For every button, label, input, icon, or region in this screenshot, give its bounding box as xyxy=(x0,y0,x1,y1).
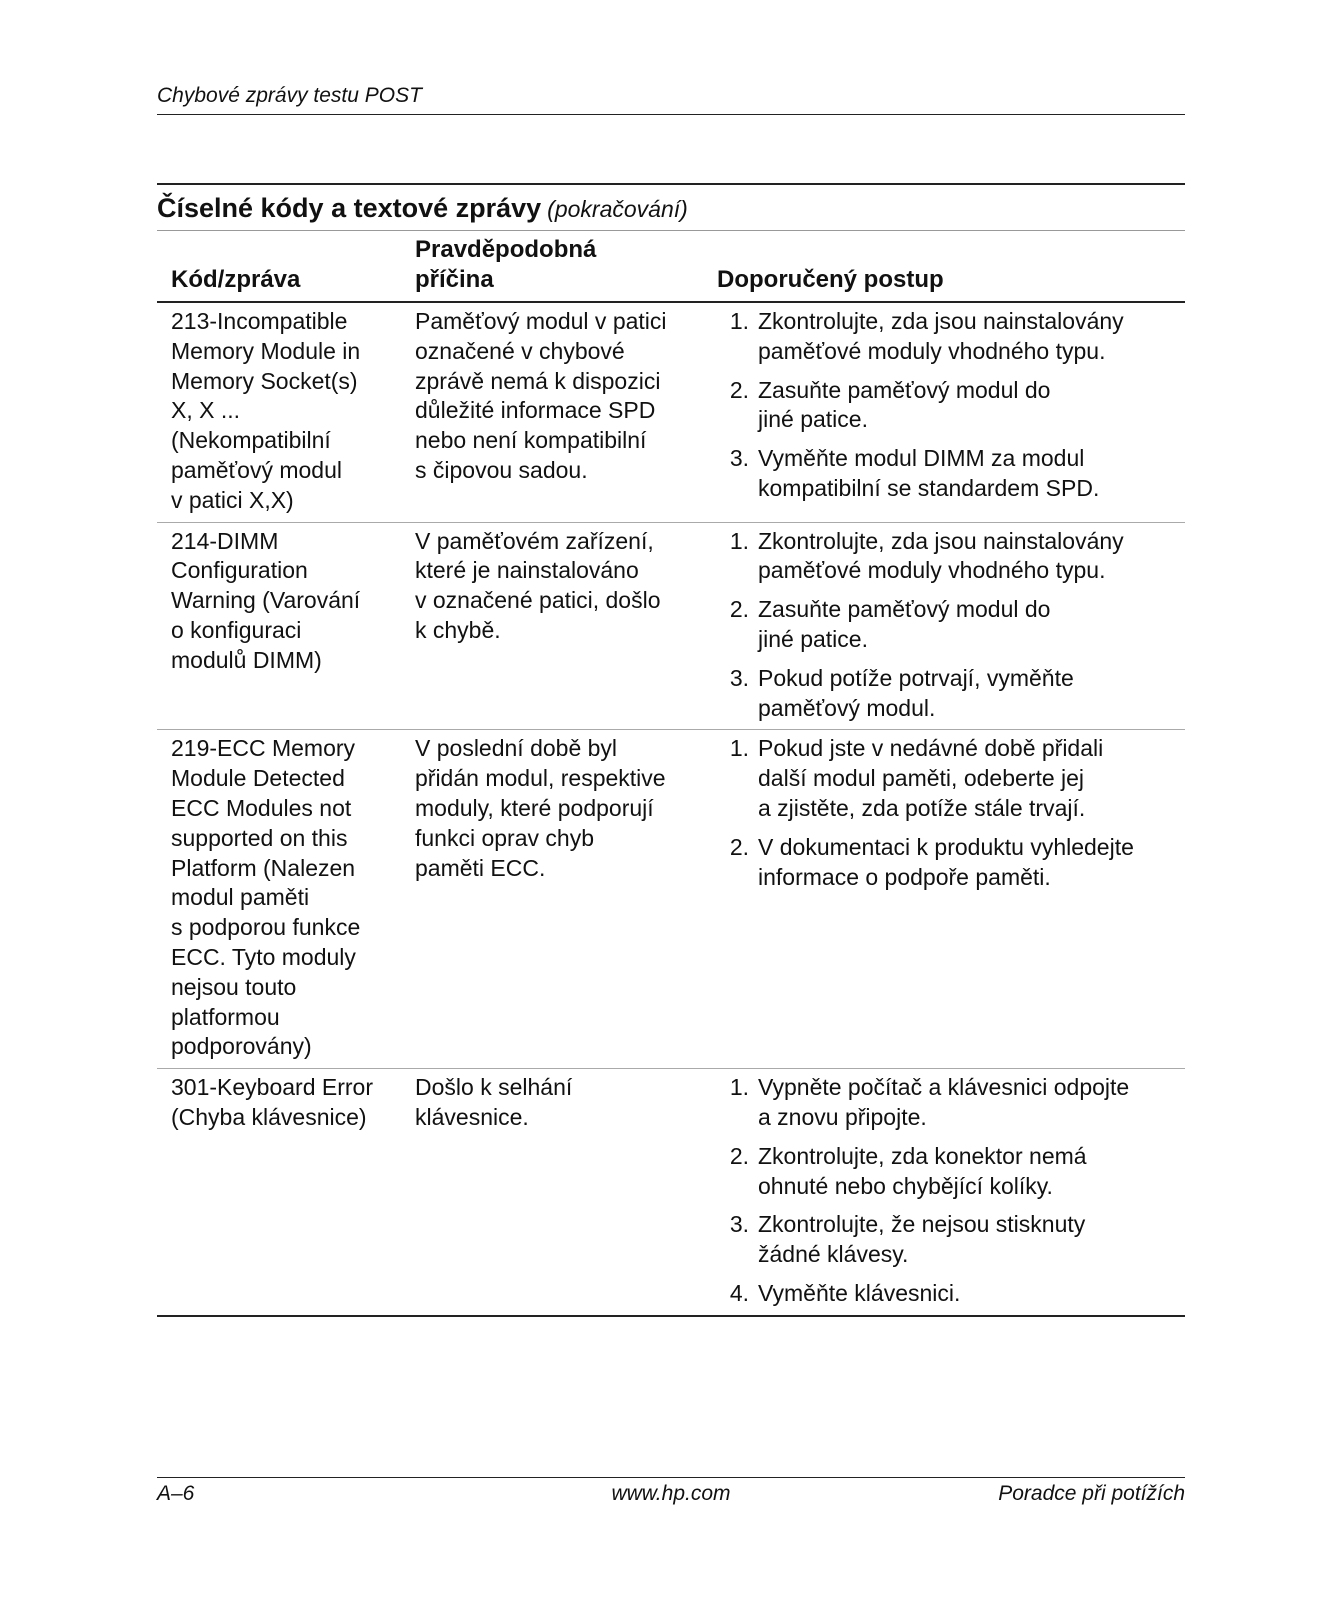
step-number: 1. xyxy=(729,308,749,334)
step-text: Zasuňte paměťový modul do jiné patice. xyxy=(758,376,1051,433)
step-number: 3. xyxy=(729,664,749,691)
table-row xyxy=(157,523,1185,731)
step-number: 2. xyxy=(729,376,749,403)
step-text: Vyměňte modul DIMM za modul kompatibilní se standardem SPD. xyxy=(758,445,1100,501)
error-codes-table xyxy=(157,183,1185,1317)
step-text: Zkontrolujte, zda jsou nainstalovány paměťové moduly vhodného typu. xyxy=(758,308,1124,364)
step-text: V dokumentaci k produktu vyhledejte informace o podpoře paměti. xyxy=(758,833,1134,890)
action-step xyxy=(717,1210,1185,1270)
step-text: Zkontrolujte, zda konektor nemá ohnuté nebo chybějící kolíky. xyxy=(758,1142,1087,1199)
table-body xyxy=(157,303,1185,1317)
step-number: 2. xyxy=(729,596,749,623)
step-text: Zkontrolujte, že nejsou stisknuty žádné klávesy. xyxy=(758,1211,1086,1268)
table-title: Číselné kódy a textové zprávy xyxy=(157,193,542,223)
action-steps-list xyxy=(717,527,1185,724)
running-header: Chybové zprávy testu POST xyxy=(157,84,422,107)
recommended-action-cell xyxy=(709,1073,1185,1309)
header-rule xyxy=(157,114,1185,115)
step-number: 1. xyxy=(729,1074,749,1101)
step-number: 1. xyxy=(729,527,749,554)
step-number: 3. xyxy=(729,1211,749,1238)
action-step xyxy=(717,1142,1185,1202)
probable-cause-cell: V poslední době byl přidán modul, respektive moduly, které podporují funkci oprav chyb paměti ECC. xyxy=(415,735,666,881)
step-number: 2. xyxy=(729,1142,749,1169)
table-title-suffix: (pokračování) xyxy=(547,196,688,222)
table-row xyxy=(157,303,1185,523)
footer-url: www.hp.com xyxy=(611,1482,731,1505)
table-header-row xyxy=(157,231,1185,303)
error-code-cell: 219-ECC Memory Module Detected ECC Modules not supported on this Platform (Nalezen modul paměti s podporou funkce ECC. Tyto moduly nejsou touto platformou podporovány) xyxy=(171,735,361,1060)
column-header-action: Doporučený postup xyxy=(717,266,944,293)
step-number: 4. xyxy=(729,1279,749,1306)
action-step xyxy=(717,734,1185,823)
action-step xyxy=(717,444,1185,504)
recommended-action-cell xyxy=(709,527,1185,724)
step-text: Zasuňte paměťový modul do jiné patice. xyxy=(758,596,1051,652)
error-code-cell: 301-Keyboard Error (Chyba klávesnice) xyxy=(171,1074,373,1130)
step-number: 2. xyxy=(729,833,749,860)
column-header-code: Kód/zpráva xyxy=(171,266,301,293)
action-steps-list xyxy=(717,307,1185,504)
probable-cause-cell: Došlo k selhání klávesnice. xyxy=(415,1074,573,1130)
step-text: Vyměňte klávesnici. xyxy=(758,1279,961,1306)
action-step xyxy=(717,833,1185,893)
action-step xyxy=(717,307,1185,367)
probable-cause-cell: Paměťový modul v patici označené v chybové zprávě nemá k dispozici důležité informace SPD nebo není kompatibilní s čipovou sadou. xyxy=(415,308,667,483)
footer-guide-title: Poradce při potížích xyxy=(998,1482,1185,1505)
step-number: 3. xyxy=(729,445,749,472)
action-steps-list xyxy=(717,734,1185,892)
recommended-action-cell xyxy=(709,307,1185,504)
column-header-cause: Pravděpodobná příčina xyxy=(415,236,597,293)
step-text: Pokud potíže potrvají, vyměňte paměťový modul. xyxy=(758,664,1074,721)
step-text: Zkontrolujte, zda jsou nainstalovány paměťové moduly vhodného typu. xyxy=(758,527,1124,584)
footer-rule xyxy=(157,1477,1185,1478)
action-step xyxy=(717,527,1185,587)
table-title-bar xyxy=(157,183,1185,230)
step-text: Pokud jste v nedávné době přidali další modul paměti, odeberte jej a zjistěte, zda potíže stále trvají. xyxy=(758,735,1104,821)
table-row xyxy=(157,730,1185,1069)
action-step xyxy=(717,376,1185,436)
action-step xyxy=(717,1279,1185,1309)
table-row xyxy=(157,1069,1185,1317)
action-step xyxy=(717,1073,1185,1133)
error-code-cell: 214-DIMM Configuration Warning (Varování o konfiguraci modulů DIMM) xyxy=(171,527,361,673)
step-text: Vypněte počítač a klávesnici odpojte a znovu připojte. xyxy=(758,1074,1130,1130)
page-number: A–6 xyxy=(157,1482,195,1505)
step-number: 1. xyxy=(729,735,749,762)
action-step xyxy=(717,595,1185,655)
action-steps-list xyxy=(717,1073,1185,1309)
probable-cause-cell: V paměťovém zařízení, které je nainstalováno v označené patici, došlo k chybě. xyxy=(415,527,661,643)
action-step xyxy=(717,664,1185,724)
recommended-action-cell xyxy=(709,734,1185,892)
error-code-cell: 213-Incompatible Memory Module in Memory Socket(s) X, X ... (Nekompatibilní paměťový modul v patici X,X) xyxy=(171,308,361,513)
